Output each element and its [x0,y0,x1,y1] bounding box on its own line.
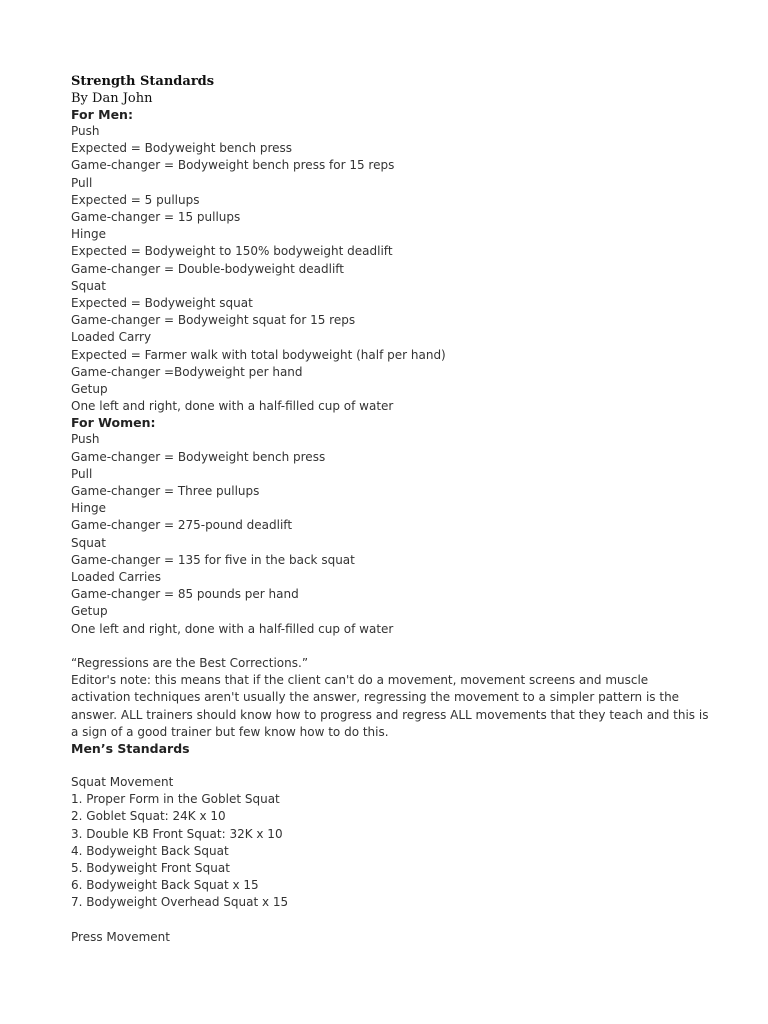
list-line: Expected = 5 pullups [71,192,200,207]
men-heading: For Men: [71,107,133,122]
list-line: Game-changer = 275-pound deadlift [71,518,293,533]
list-line: Game-changer = Double-bodyweight deadlift [71,261,344,276]
list-line: Game-changer = 135 for five in the back squat [71,552,355,567]
list-line: Hinge [71,501,106,516]
list-line: Expected = Farmer walk with total bodyweight (half per hand) [71,347,446,362]
list-line: Game-changer = Three pullups [71,484,260,499]
list-line: Loaded Carries [71,570,161,585]
list-item: 6. Bodyweight Back Squat x 15 [71,878,259,893]
list-line: Getup [71,604,108,619]
quote-line: “Regressions are the Best Corrections.” [71,655,309,670]
author-byline: By Dan John [71,91,153,106]
list-line: One left and right, done with a half-filled cup of water [71,399,394,414]
press-movement-title: Press Movement [71,929,170,944]
list-line: Game-changer = Bodyweight squat for 15 reps [71,313,356,328]
list-line: Expected = Bodyweight bench press [71,141,293,156]
list-item: 3. Double KB Front Squat: 32K x 10 [71,826,283,841]
list-line: Push [71,432,100,447]
list-item: 4. Bodyweight Back Squat [71,843,229,858]
list-line: One left and right, done with a half-filled cup of water [71,621,394,636]
list-item: 5. Bodyweight Front Squat [71,860,230,875]
mens-standards-heading: Men’s Standards [71,740,190,756]
squat-movement-title: Squat Movement [71,774,174,789]
spacer [71,638,728,655]
women-heading: For Women: [71,415,156,431]
list-line: Game-changer = 15 pullups [71,210,241,225]
list-item: 2. Goblet Squat: 24K x 10 [71,809,226,824]
list-line: Game-changer = 85 pounds per hand [71,587,299,602]
list-line: Hinge [71,227,106,242]
list-line: Game-changer = Bodyweight bench press for 15 reps [71,158,395,173]
list-line: Loaded Carry [71,330,152,345]
list-line: Pull [71,175,93,190]
list-line: Squat [71,535,106,550]
list-item: 7. Bodyweight Overhead Squat x 15 [71,895,289,910]
list-line: Push [71,124,100,138]
spacer [71,912,728,929]
list-line: Pull [71,466,93,481]
list-line: Squat [71,278,106,293]
list-line: Getup [71,382,108,397]
list-line: Expected = Bodyweight squat [71,296,253,311]
men-standards-list [71,123,728,415]
list-line: Game-changer =Bodyweight per hand [71,364,303,379]
list-item: 1. Proper Form in the Goblet Squat [71,792,280,807]
spacer [71,757,728,774]
women-standards-list [71,431,728,637]
list-line: Game-changer = Bodyweight bench press [71,449,326,464]
editors-note: Editor's note: this means that if the client can't do a movement, movement screens and muscle activation techniques aren't usually the answer, regressing the movement to a simpler pattern is the answer. ALL trainers should know how to progress and regress ALL movements that they teach and this is a sign of a good trainer but few know how to do this. [71,673,709,739]
document-title: Strength Standards [71,74,215,89]
squat-movement-list [71,791,728,911]
list-line: Expected = Bodyweight to 150% bodyweight deadlift [71,244,393,259]
